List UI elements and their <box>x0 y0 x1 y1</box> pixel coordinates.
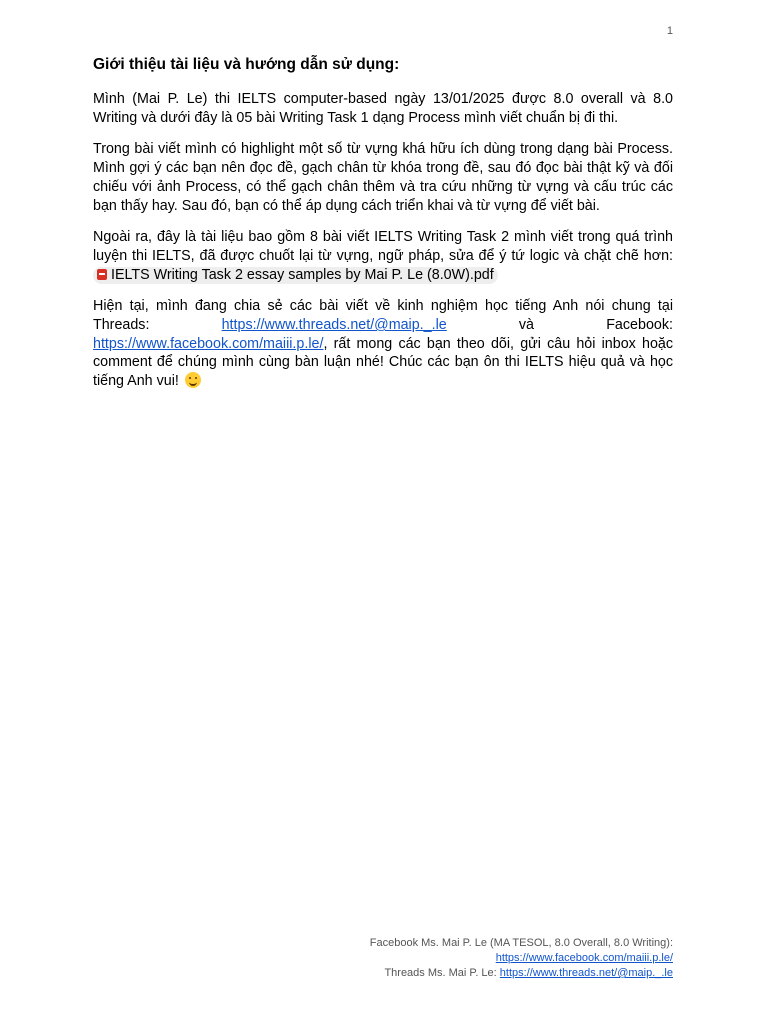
pdf-file-chip-label: IELTS Writing Task 2 essay samples by Mai P. Le (8.0W).pdf <box>111 266 494 283</box>
page-number: 1 <box>666 25 673 37</box>
facebook-link[interactable]: https://www.facebook.com/maiii.p.le/ <box>93 335 324 352</box>
page-footer <box>370 936 673 981</box>
footer-threads-line <box>370 966 673 981</box>
footer-threads-link[interactable]: https://www.threads.net/@maip._.le <box>499 967 673 979</box>
paragraph-intro: Mình (Mai P. Le) thi IELTS computer-based ngày 13/01/2025 được 8.0 overall và 8.0 Writing và dưới đây là 05 bài Writing Task 1 dạng Process mình viết chuẩn bị đi thi. <box>93 91 673 126</box>
paragraph-task2-text: Ngoài ra, đây là tài liệu bao gồm 8 bài viết IELTS Writing Task 2 mình viết trong quá trình luyện thi IELTS, đã được chuốt lại từ vựng, ngữ pháp, sửa để ý tứ logic và chặt chẽ hơn: <box>93 229 673 264</box>
facebook-label: Facebook: <box>606 317 673 334</box>
paragraph-social-line1: Hiện tại, mình đang chia sẻ các bài viết về kinh nghiệm học tiếng Anh nói chung tại <box>93 298 673 315</box>
threads-label: Threads: <box>93 317 150 334</box>
paragraph-social <box>93 297 673 391</box>
and-word: và <box>518 317 535 334</box>
document-heading: Giới thiệu tài liệu và hướng dẫn sử dụng: <box>93 56 400 73</box>
footer-facebook-link[interactable]: https://www.facebook.com/maiii.p.le/ <box>495 952 673 964</box>
threads-link[interactable]: https://www.threads.net/@maip._.le <box>221 317 447 334</box>
grinning-face-icon <box>185 372 201 388</box>
footer-facebook-caption: Facebook Ms. Mai P. Le (MA TESOL, 8.0 Overall, 8.0 Writing): <box>369 937 673 949</box>
pdf-file-chip[interactable] <box>93 267 498 284</box>
paragraph-social-rest-text: , rất mong các bạn theo dõi, gửi câu hỏi inbox hoặc comment để chúng mình cùng bàn luận nhé! Chúc các bạn ôn thi IELTS hiệu quả và học tiếng Anh vui! <box>93 335 673 390</box>
paragraph-social-rest <box>93 335 673 391</box>
paragraph-usage: Trong bài viết mình có highlight một số từ vựng khá hữu ích dùng trong dạng bài Process. Mình gợi ý các bạn nên đọc đề, gạch chân từ khóa trong đề, sau đó đọc bài thật kỹ và đối chiếu với ảnh Process, có thể gạch chân thêm và tra cứu những từ vựng và cấu trúc các bạn thấy hay. Sau đó, bạn có thể áp dụng cách triển khai và từ vựng để viết bài. <box>93 141 673 214</box>
document-body <box>93 54 673 404</box>
paragraph-social-line2 <box>93 316 673 335</box>
paragraph-task2 <box>93 228 673 284</box>
pdf-file-icon <box>97 269 107 280</box>
footer-threads-label: Threads Ms. Mai P. Le: <box>384 967 497 979</box>
